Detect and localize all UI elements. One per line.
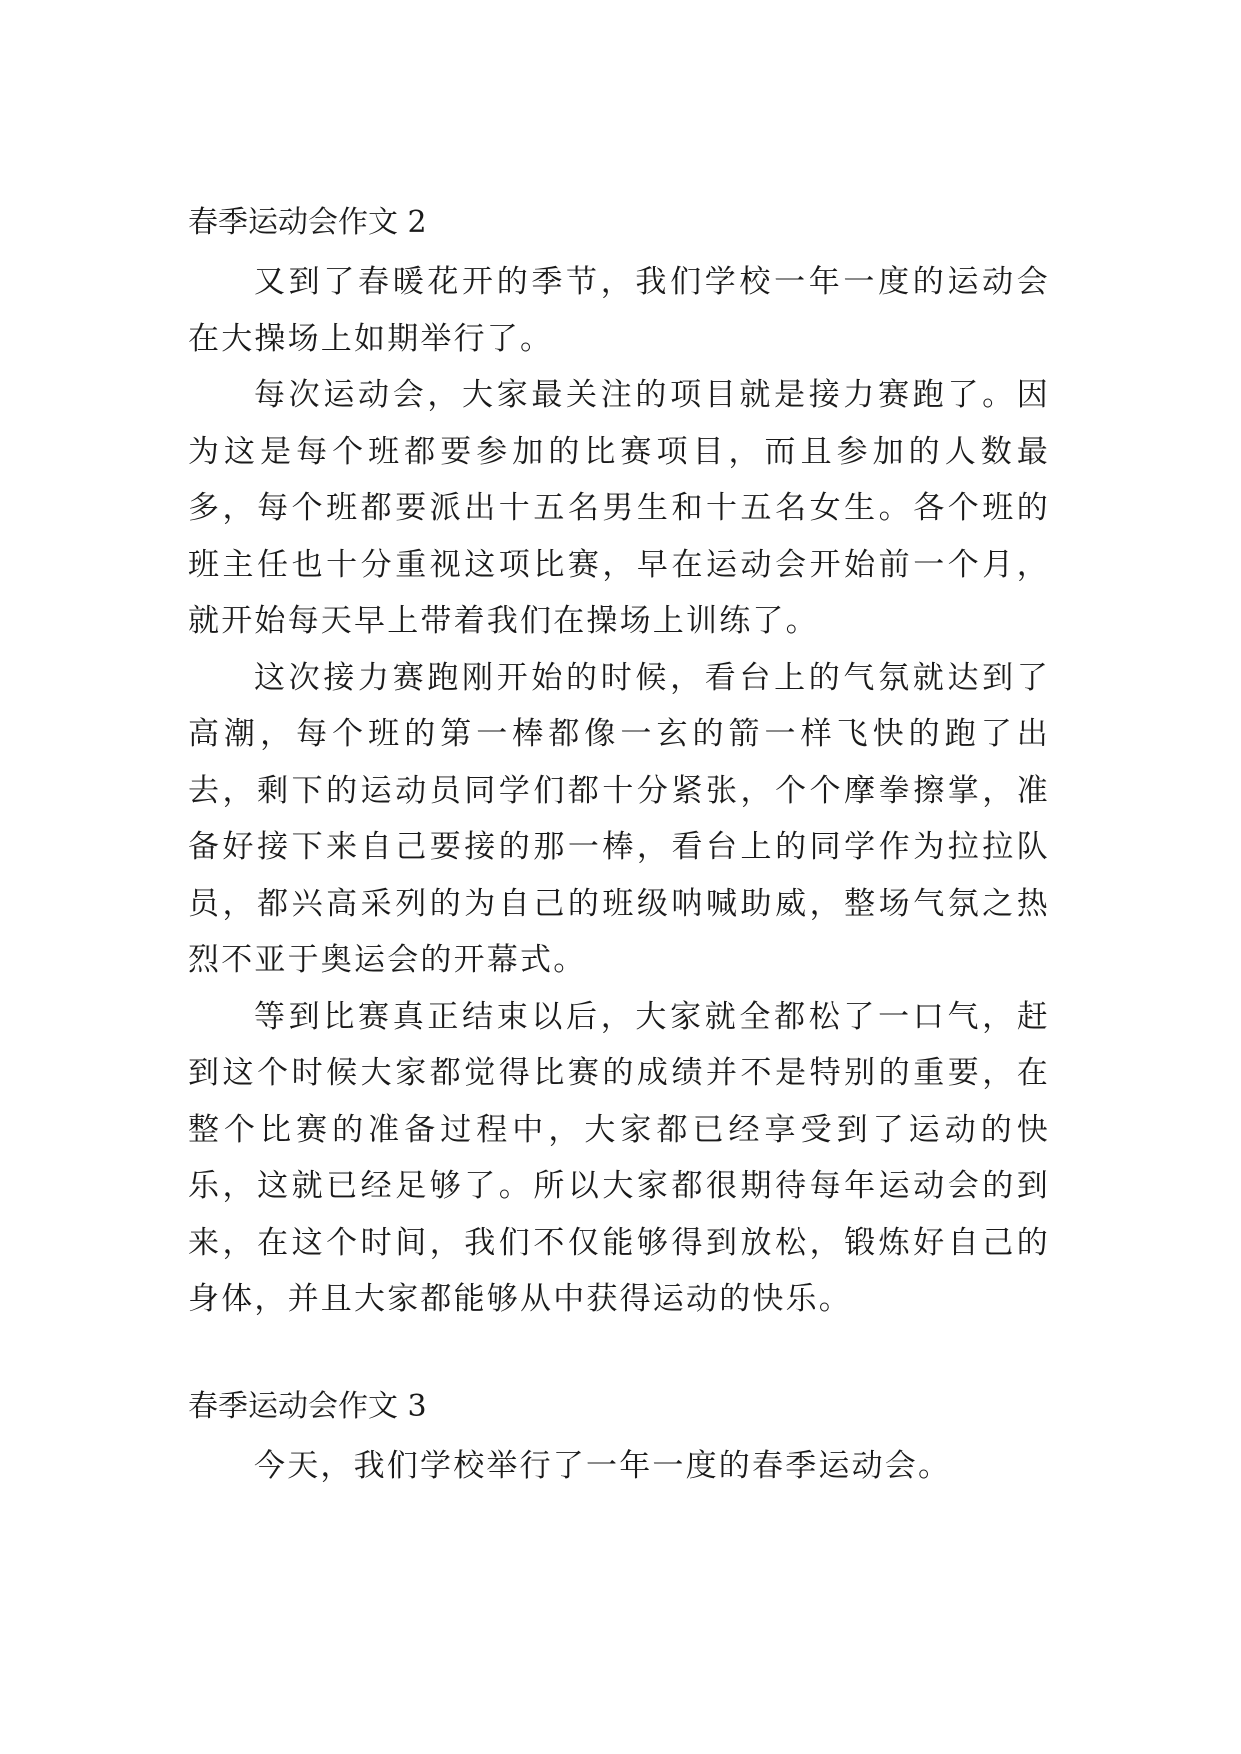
paragraph: 今天，我们学校举行了一年一度的春季运动会。 <box>254 1447 952 1484</box>
section-spacer <box>188 1328 1050 1382</box>
paragraph: 等到比赛真正结束以后，大家就全都松了一口气，赶到这个时候大家都觉得比赛的成绩并不是特别的重要，在整个比赛的准备过程中，大家都已经享受到了运动的快乐，这就已经足够了。所以大家都很期待每年运动会的到来，在这个时间，我们不仅能够得到放松，锻炼好自己的身体，并且大家都能够从中获得运动的快乐。 <box>188 998 1050 1317</box>
section-title: 春季运动会作文 3 <box>188 1388 427 1424</box>
document-body <box>188 198 1050 1494</box>
paragraph: 这次接力赛跑刚开始的时候，看台上的气氛就达到了高潮，每个班的第一棒都像一玄的箭一样飞快的跑了出去，剩下的运动员同学们都十分紧张，个个摩拳擦掌，准备好接下来自己要接的那一棒，看台上的同学作为拉拉队员，都兴高采列的为自己的班级呐喊助威，整场气氛之热烈不亚于奥运会的开幕式。 <box>188 659 1050 978</box>
section-title: 春季运动会作文 2 <box>188 205 427 240</box>
essay-section-3 <box>188 1382 1050 1495</box>
paragraph: 又到了春暖花开的季节，我们学校一年一度的运动会在大操场上如期举行了。 <box>188 264 1050 357</box>
paragraph: 每次运动会，大家最关注的项目就是接力赛跑了。因为这是每个班都要参加的比赛项目，而且参加的人数最多，每个班都要派出十五名男生和十五名女生。各个班的班主任也十分重视这项比赛，早在运动会开始前一个月，就开始每天早上带着我们在操场上训练了。 <box>188 377 1050 639</box>
essay-section-2 <box>188 198 1050 1328</box>
